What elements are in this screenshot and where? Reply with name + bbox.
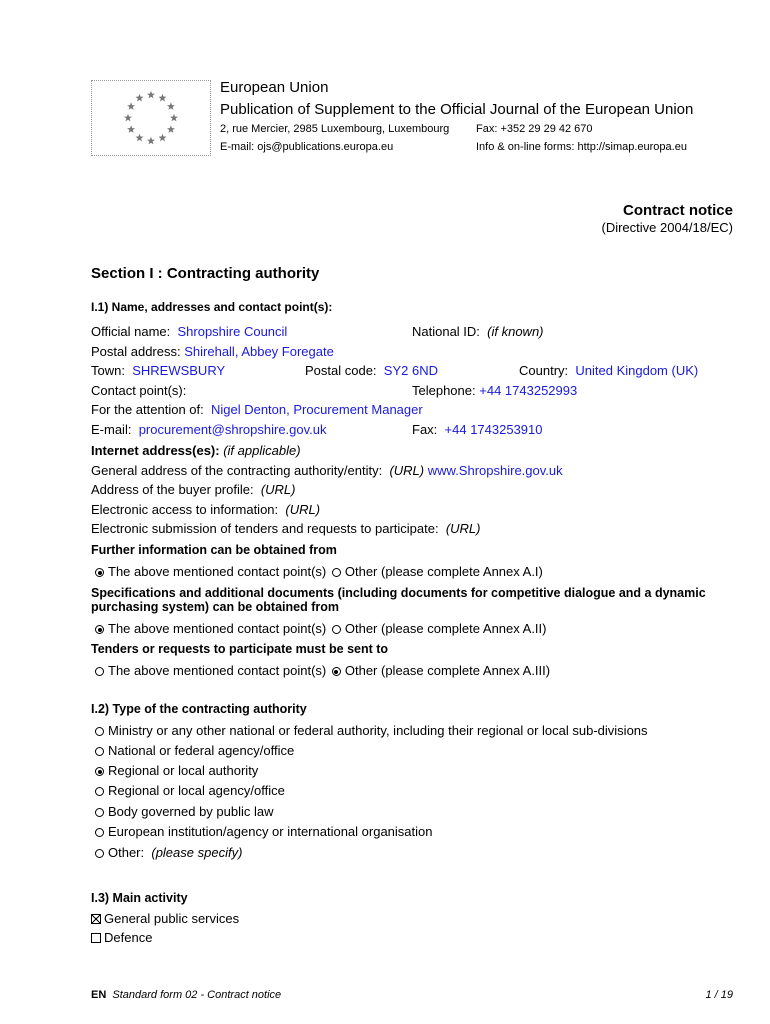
type-radio-regional-agency[interactable] xyxy=(95,787,104,796)
activity-label-defence: Defence xyxy=(104,930,153,945)
flag-star-icon xyxy=(147,91,155,99)
tenders-opt1-radio[interactable] xyxy=(95,667,104,676)
flag-star-icon xyxy=(127,125,135,133)
attention-value: Nigel Denton, Procurement Manager xyxy=(210,402,423,417)
footer-lang: EN xyxy=(91,989,107,1001)
flag-star-icon xyxy=(147,137,155,145)
tenders-opt1-label: The above mentioned contact point(s) xyxy=(108,663,327,678)
i2-heading: I.2) Type of the contracting authority xyxy=(91,702,307,716)
type-radio-ministry[interactable] xyxy=(95,727,104,736)
buyer-profile-label: Address of the buyer profile: xyxy=(91,482,254,497)
flag-star-icon xyxy=(159,94,167,102)
electronic-submission-row xyxy=(91,521,480,536)
further-opt2-radio[interactable] xyxy=(332,568,341,577)
type-label-national-agency: National or federal agency/office xyxy=(108,743,295,758)
town-label: Town: xyxy=(91,363,125,378)
notice-title: Contract notice xyxy=(622,202,733,219)
postal-code-row xyxy=(305,363,438,378)
national-id-row xyxy=(412,324,544,339)
footer-page: 1 / 19 xyxy=(705,989,733,1001)
general-address-url-hint: (URL) xyxy=(389,463,425,478)
official-name-label: Official name: xyxy=(91,324,171,339)
telephone-row xyxy=(412,383,577,398)
contact-points-label: Contact point(s): xyxy=(91,383,187,398)
activity-label-general: General public services xyxy=(104,911,240,926)
activity-checkbox-general[interactable] xyxy=(91,914,101,924)
spec-options xyxy=(95,621,546,636)
type-label-public-law: Body governed by public law xyxy=(108,804,274,819)
flag-star-icon xyxy=(167,125,175,133)
type-radio-regional-authority[interactable] xyxy=(95,767,104,776)
further-opt1-radio[interactable] xyxy=(95,568,104,577)
postal-address-value: Shirehall, Abbey Foregate xyxy=(184,344,334,359)
electronic-access-row xyxy=(91,502,320,517)
type-label-european: European institution/agency or international organisation xyxy=(108,824,433,839)
buyer-profile-row xyxy=(91,482,296,497)
flag-star-icon xyxy=(159,134,167,142)
header-info: Info & on-line forms: http://simap.europa.eu xyxy=(476,141,687,153)
header-address: 2, rue Mercier, 2985 Luxembourg, Luxembourg xyxy=(220,123,450,135)
national-id-label: National ID: xyxy=(412,324,480,339)
telephone-value: +44 1743252993 xyxy=(479,383,578,398)
type-option xyxy=(95,743,294,758)
country-row xyxy=(519,363,698,378)
fax-value: +44 1743253910 xyxy=(444,422,543,437)
i3-heading: I.3) Main activity xyxy=(91,891,188,905)
email-row xyxy=(91,422,327,437)
spec-opt2-label: Other (please complete Annex A.II) xyxy=(344,621,547,636)
buyer-profile-url-hint: (URL) xyxy=(260,482,296,497)
fax-row xyxy=(412,422,543,437)
further-opt1-label: The above mentioned contact point(s) xyxy=(108,564,327,579)
flag-star-icon xyxy=(127,102,135,110)
internet-heading: Internet address(es): xyxy=(91,443,220,458)
further-opt2-label: Other (please complete Annex A.I) xyxy=(344,564,543,579)
flag-star-icon xyxy=(167,102,175,110)
type-option xyxy=(95,824,433,839)
type-label-other: Other: xyxy=(108,845,145,860)
general-address-label: General address of the contracting authority/entity: xyxy=(91,463,383,478)
general-address-row xyxy=(91,463,563,478)
postal-address-row xyxy=(91,344,334,359)
official-name-value: Shropshire Council xyxy=(177,324,288,339)
i1-heading: I.1) Name, addresses and contact point(s): xyxy=(91,300,333,314)
eu-flag-logo xyxy=(91,80,211,156)
town-row xyxy=(91,363,225,378)
electronic-submission-label: Electronic submission of tenders and requests to participate: xyxy=(91,521,439,536)
type-label-regional-authority: Regional or local authority xyxy=(108,763,259,778)
org-name: European Union xyxy=(220,79,329,96)
email-label: E-mail: xyxy=(91,422,132,437)
type-radio-national-agency[interactable] xyxy=(95,747,104,756)
attention-row xyxy=(91,402,423,417)
electronic-submission-url-hint: (URL) xyxy=(445,521,481,536)
tenders-heading: Tenders or requests to participate must be sent to xyxy=(91,642,389,656)
internet-hint: (if applicable) xyxy=(223,443,301,458)
footer-form: Standard form 02 - Contract notice xyxy=(112,989,282,1001)
electronic-access-url-hint: (URL) xyxy=(285,502,321,517)
telephone-label: Telephone: xyxy=(412,383,476,398)
postal-code-value: SY2 6ND xyxy=(383,363,438,378)
type-radio-other[interactable] xyxy=(95,849,104,858)
activity-option xyxy=(91,911,239,926)
type-option xyxy=(95,723,648,738)
further-info-options xyxy=(95,564,543,579)
flag-star-icon xyxy=(136,94,144,102)
tenders-options xyxy=(95,663,550,678)
spec-heading-line2: purchasing system) can be obtained from xyxy=(91,600,339,614)
tenders-opt2-label: Other (please complete Annex A.III) xyxy=(344,663,551,678)
notice-directive: (Directive 2004/18/EC) xyxy=(601,220,733,235)
type-label-regional-agency: Regional or local agency/office xyxy=(108,783,285,798)
type-label-ministry: Ministry or any other national or federal authority, including their regional or local sub-divisions xyxy=(108,723,648,738)
spec-opt1-label: The above mentioned contact point(s) xyxy=(108,621,327,636)
postal-code-label: Postal code: xyxy=(305,363,377,378)
country-value: United Kingdom (UK) xyxy=(575,363,699,378)
fax-label: Fax: xyxy=(412,422,438,437)
section-title: Section I : Contracting authority xyxy=(91,265,320,282)
activity-option xyxy=(91,930,152,945)
email-value: procurement@shropshire.gov.uk xyxy=(138,422,327,437)
type-radio-public-law[interactable] xyxy=(95,808,104,817)
electronic-access-label: Electronic access to information: xyxy=(91,502,279,517)
type-other-hint: (please specify) xyxy=(151,845,243,860)
general-address-value: www.Shropshire.gov.uk xyxy=(427,463,563,478)
flag-star-icon xyxy=(170,114,178,122)
footer-left xyxy=(91,989,281,1001)
internet-heading-row xyxy=(91,443,301,458)
tenders-opt2-radio[interactable] xyxy=(332,667,341,676)
publication-title: Publication of Supplement to the Official Journal of the European Union xyxy=(220,101,694,118)
attention-label: For the attention of: xyxy=(91,402,204,417)
type-option xyxy=(95,783,285,798)
type-radio-european[interactable] xyxy=(95,828,104,837)
type-option xyxy=(95,763,258,778)
postal-address-label: Postal address: xyxy=(91,344,181,359)
town-value: SHREWSBURY xyxy=(132,363,226,378)
national-id-hint: (if known) xyxy=(487,324,544,339)
official-name-row xyxy=(91,324,287,339)
country-label: Country: xyxy=(519,363,569,378)
flag-star-icon xyxy=(136,134,144,142)
further-info-heading: Further information can be obtained from xyxy=(91,543,337,557)
flag-star-icon xyxy=(124,114,132,122)
type-option xyxy=(95,804,274,819)
spec-heading-line1: Specifications and additional documents (including documents for competitive dialogue and a dynamic xyxy=(91,586,706,600)
activity-checkbox-defence[interactable] xyxy=(91,933,101,943)
header-fax: Fax: +352 29 29 42 670 xyxy=(476,123,593,135)
header-email: E-mail: ojs@publications.europa.eu xyxy=(220,141,394,153)
spec-opt2-radio[interactable] xyxy=(332,625,341,634)
spec-opt1-radio[interactable] xyxy=(95,625,104,634)
type-option xyxy=(95,845,242,860)
